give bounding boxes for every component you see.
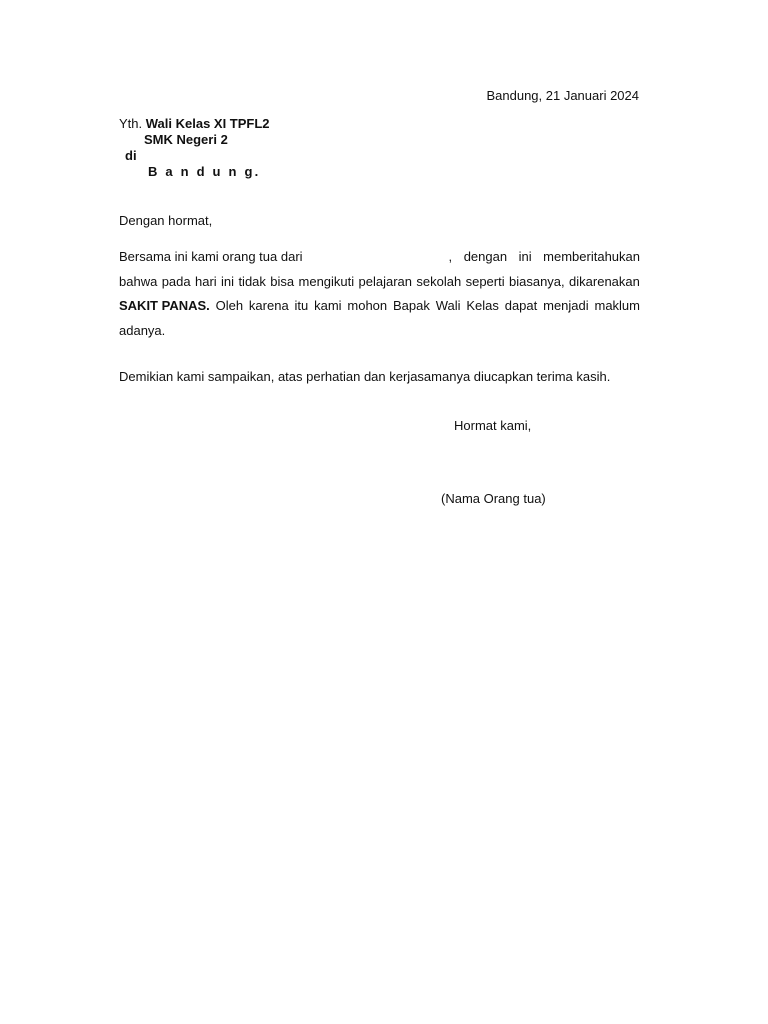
signature-name: (Nama Orang tua)	[441, 491, 546, 506]
body-line-4	[119, 319, 640, 344]
body-line-2-word: pada	[161, 273, 191, 289]
recipient-line	[119, 116, 270, 132]
body-line-1-word: memberitahukan	[543, 249, 640, 264]
body-line-4-text: adanya.	[119, 322, 166, 338]
body-line-2-word: bahwa	[119, 273, 158, 289]
body-line-1-word: dengan	[463, 249, 508, 264]
body-line-3-word: karena	[248, 298, 289, 313]
letter-date: Bandung, 21 Januari 2024	[486, 88, 639, 103]
body-line-2-word: bisa	[270, 273, 295, 289]
body-line-1-comma: ,	[448, 249, 453, 264]
body-line-2-word: seperti	[465, 273, 505, 289]
body-line-2-word: pelajaran	[358, 273, 413, 289]
body-line-1-word: ini	[518, 249, 532, 264]
body-line-3-word: menjadi	[543, 298, 589, 313]
body-line-2-word: dikarenakan	[569, 273, 640, 289]
body-line-2-word: hari	[194, 273, 217, 289]
body-line-3-word: Oleh	[215, 298, 244, 313]
body-line-1-start: Bersama ini kami orang tua dari	[119, 249, 303, 264]
body-line-3-word: kami	[314, 298, 342, 313]
body-line-2-word: sekolah	[416, 273, 462, 289]
body-line-3	[119, 294, 640, 319]
body-line-3-word: dapat	[504, 298, 538, 313]
closing-sentence: Demikian kami sampaikan, atas perhatian dan kerjasamanya diucapkan terima kasih.	[119, 369, 611, 384]
body-line-3-word: Kelas	[466, 298, 499, 313]
body-line-2-word: biasanya,	[509, 273, 565, 289]
body-line-3-word: itu	[294, 298, 309, 313]
body-line-3-word: Bapak	[392, 298, 430, 313]
body-line-3-word: Wali	[435, 298, 461, 313]
body-line-2-word: mengikuti	[298, 273, 355, 289]
diagnosis-text: SAKIT PANAS.	[119, 298, 210, 313]
recipient-school: SMK Negeri 2	[144, 132, 228, 147]
greeting: Dengan hormat,	[119, 213, 213, 228]
body-line-3-word: maklum	[594, 298, 640, 313]
recipient-prefix: Yth.	[119, 116, 143, 131]
body-line-2-word: tidak	[238, 273, 266, 289]
body-line-3-word: mohon	[347, 298, 388, 313]
student-name-blank	[303, 245, 443, 270]
body-paragraph	[119, 245, 640, 343]
body-line-2-word: ini	[221, 273, 235, 289]
body-line-2	[119, 270, 640, 295]
recipient-title: Wali Kelas XI TPFL2	[145, 116, 270, 131]
recipient-city: B a n d u n g.	[148, 164, 261, 179]
body-line-1	[119, 245, 640, 270]
sign-off: Hormat kami,	[454, 418, 532, 433]
recipient-di: di	[125, 148, 137, 163]
